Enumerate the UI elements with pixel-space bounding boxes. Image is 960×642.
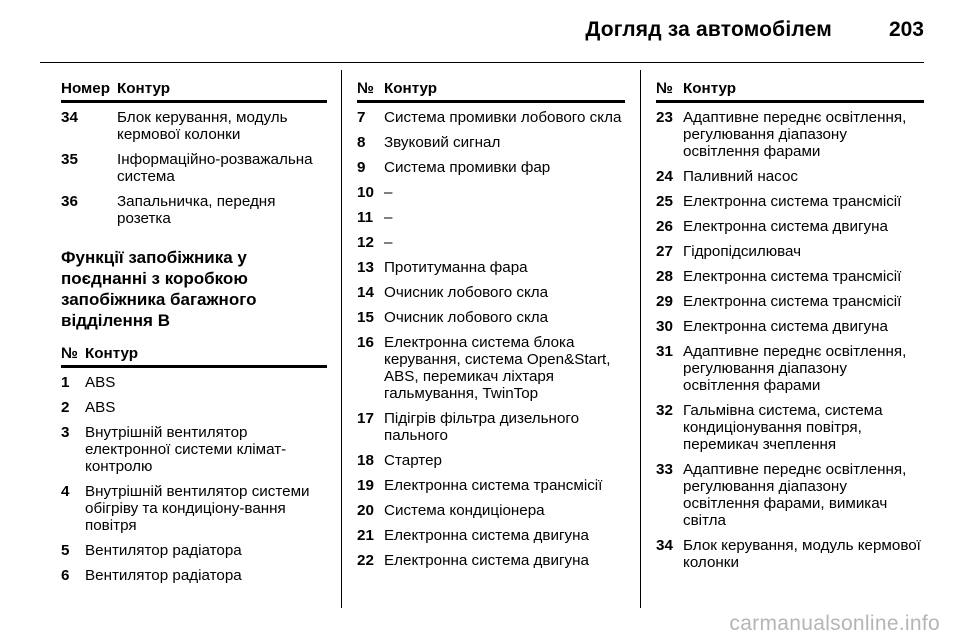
fuse-number: 10 xyxy=(357,184,374,201)
fuse-circuit: Паливний насос xyxy=(683,168,798,185)
page-header xyxy=(0,14,924,50)
header-number: № xyxy=(357,80,374,97)
fuse-number: 15 xyxy=(357,309,374,326)
header-circuit: Контур xyxy=(85,345,139,362)
fuse-number: 11 xyxy=(357,209,374,226)
fuse-circuit: Система кондиціонера xyxy=(384,502,545,519)
fuse-number: 34 xyxy=(656,537,673,554)
section-title: Функції запобіжника у поєднанні з коробкою запобіжника багажного відділення В xyxy=(61,248,257,330)
column-3 xyxy=(656,80,924,579)
page-title: Догляд за автомобілем xyxy=(585,18,832,41)
fuse-circuit: – xyxy=(384,234,393,251)
table-row xyxy=(656,268,924,285)
fuse-number: 9 xyxy=(357,159,366,176)
fuse-circuit: Електронна система блока керування, система Open&Start, ABS, перемикач ліхтаря гальмування, TwinTop xyxy=(384,334,611,402)
fuse-circuit: Електронна система двигуна xyxy=(384,552,589,569)
fuse-circuit: Блок керування, модуль кермової колонки xyxy=(117,109,288,143)
table-header xyxy=(357,80,625,103)
fuse-circuit: Внутрішній вентилятор системи обігріву та кондиціону-вання повітря xyxy=(85,483,310,534)
table-row xyxy=(61,151,327,185)
fuse-circuit: Електронна система трансмісії xyxy=(683,293,902,310)
fuse-number: 13 xyxy=(357,259,374,276)
table-row xyxy=(656,343,924,394)
table-row xyxy=(61,193,327,227)
fuse-number: 23 xyxy=(656,109,673,126)
table-row xyxy=(61,424,327,475)
table-row xyxy=(357,452,625,469)
fuse-circuit: Електронна система двигуна xyxy=(384,527,589,544)
fuse-number: 18 xyxy=(357,452,374,469)
fuse-circuit: Адаптивне переднє освітлення, регулювання діапазону освітлення фарами xyxy=(683,343,907,394)
fuse-circuit: Звуковий сигнал xyxy=(384,134,501,151)
fuse-circuit: Вентилятор радіатора xyxy=(85,567,242,584)
fuse-circuit: Адаптивне переднє освітлення, регулювання діапазону освітлення фарами xyxy=(683,109,907,160)
fuse-circuit: Електронна система трансмісії xyxy=(384,477,603,494)
table-row xyxy=(357,259,625,276)
table-row xyxy=(656,218,924,235)
table-row xyxy=(61,109,327,143)
fuse-circuit: Електронна система двигуна xyxy=(683,218,888,235)
watermark: carmanualsonline.info xyxy=(729,612,940,635)
table-row xyxy=(357,134,625,151)
fuse-number: 34 xyxy=(61,109,78,126)
table-header xyxy=(61,345,327,368)
fuse-number: 2 xyxy=(61,399,70,416)
fuse-circuit: – xyxy=(384,184,393,201)
table-row xyxy=(357,309,625,326)
table-header xyxy=(61,80,327,103)
fuse-number: 7 xyxy=(357,109,366,126)
fuse-circuit: Гальмівна система, система кондиціонування повітря, перемикач зчеплення xyxy=(683,402,883,453)
fuse-circuit: Адаптивне переднє освітлення, регулювання діапазону освітлення фарами, вимикач світла xyxy=(683,461,907,529)
fuse-circuit: Блок керування, модуль кермової колонки xyxy=(683,537,921,571)
table-row xyxy=(656,537,924,571)
header-number: Номер xyxy=(61,80,111,97)
table-row xyxy=(357,159,625,176)
fuse-number: 29 xyxy=(656,293,673,310)
column-1 xyxy=(61,80,327,592)
fuse-number: 1 xyxy=(61,374,70,391)
table-row xyxy=(357,284,625,301)
fuse-circuit: Запальничка, передня розетка xyxy=(117,193,276,227)
table-row xyxy=(656,243,924,260)
table-row xyxy=(357,477,625,494)
fuse-table-engine-box xyxy=(61,80,327,227)
fuse-circuit: Система промивки лобового скла xyxy=(384,109,622,126)
fuse-number: 3 xyxy=(61,424,70,441)
fuse-number: 27 xyxy=(656,243,673,260)
fuse-number: 14 xyxy=(357,284,374,301)
table-row xyxy=(357,502,625,519)
fuse-number: 12 xyxy=(357,234,374,251)
header-circuit: Контур xyxy=(683,80,737,97)
fuse-number: 31 xyxy=(656,343,673,360)
fuse-circuit: Підігрів фільтра дизельного пального xyxy=(384,410,580,444)
fuse-number: 16 xyxy=(357,334,374,351)
fuse-number: 30 xyxy=(656,318,673,335)
table-row xyxy=(656,318,924,335)
table-row xyxy=(357,334,625,402)
header-circuit: Контур xyxy=(117,80,171,97)
fuse-number: 35 xyxy=(61,151,78,168)
header-circuit: Контур xyxy=(384,80,438,97)
fuse-number: 25 xyxy=(656,193,673,210)
column-divider-2 xyxy=(640,70,641,608)
table-row xyxy=(357,410,625,444)
fuse-number: 19 xyxy=(357,477,374,494)
table-row xyxy=(357,184,625,201)
table-row xyxy=(61,567,327,584)
header-number: № xyxy=(61,345,78,362)
fuse-number: 24 xyxy=(656,168,673,185)
table-row xyxy=(656,293,924,310)
fuse-circuit: Внутрішній вентилятор електронної системи клімат-контролю xyxy=(85,424,287,475)
fuse-circuit: Вентилятор радіатора xyxy=(85,542,242,559)
table-header xyxy=(656,80,924,103)
header-rule xyxy=(40,62,924,63)
fuse-circuit: Інформаційно-розважальна система xyxy=(117,151,313,185)
fuse-number: 36 xyxy=(61,193,78,210)
table-row xyxy=(656,461,924,529)
fuse-table-trunk-box xyxy=(61,345,327,584)
fuse-circuit: – xyxy=(384,209,393,226)
fuse-number: 6 xyxy=(61,567,70,584)
table-row xyxy=(61,374,327,391)
fuse-circuit: Електронна система двигуна xyxy=(683,318,888,335)
table-row xyxy=(656,193,924,210)
header-number: № xyxy=(656,80,673,97)
fuse-number: 26 xyxy=(656,218,673,235)
fuse-circuit: Електронна система трансмісії xyxy=(683,268,902,285)
table-row xyxy=(357,527,625,544)
table-row xyxy=(357,109,625,126)
table-row xyxy=(61,399,327,416)
table-row xyxy=(61,483,327,534)
fuse-number: 33 xyxy=(656,461,673,478)
page-number: 203 xyxy=(888,18,924,41)
fuse-number: 28 xyxy=(656,268,673,285)
fuse-circuit: Очисник лобового скла xyxy=(384,284,549,301)
table-row xyxy=(656,109,924,160)
table-row xyxy=(656,168,924,185)
fuse-circuit: Електронна система трансмісії xyxy=(683,193,902,210)
fuse-circuit: ABS xyxy=(85,374,116,391)
fuse-number: 4 xyxy=(61,483,70,500)
fuse-number: 32 xyxy=(656,402,673,419)
fuse-circuit: Стартер xyxy=(384,452,442,469)
fuse-circuit: ABS xyxy=(85,399,116,416)
fuse-circuit: Гідропідсилювач xyxy=(683,243,802,260)
table-row xyxy=(61,542,327,559)
fuse-number: 22 xyxy=(357,552,374,569)
table-row xyxy=(656,402,924,453)
table-row xyxy=(357,552,625,569)
fuse-circuit: Протитуманна фара xyxy=(384,259,528,276)
fuse-circuit: Система промивки фар xyxy=(384,159,551,176)
column-2 xyxy=(357,80,625,577)
fuse-number: 8 xyxy=(357,134,366,151)
fuse-number: 17 xyxy=(357,410,374,427)
fuse-number: 5 xyxy=(61,542,70,559)
fuse-circuit: Очисник лобового скла xyxy=(384,309,549,326)
fuse-number: 21 xyxy=(357,527,374,544)
table-row xyxy=(357,209,625,226)
column-divider-1 xyxy=(341,70,342,608)
table-row xyxy=(357,234,625,251)
fuse-number: 20 xyxy=(357,502,374,519)
